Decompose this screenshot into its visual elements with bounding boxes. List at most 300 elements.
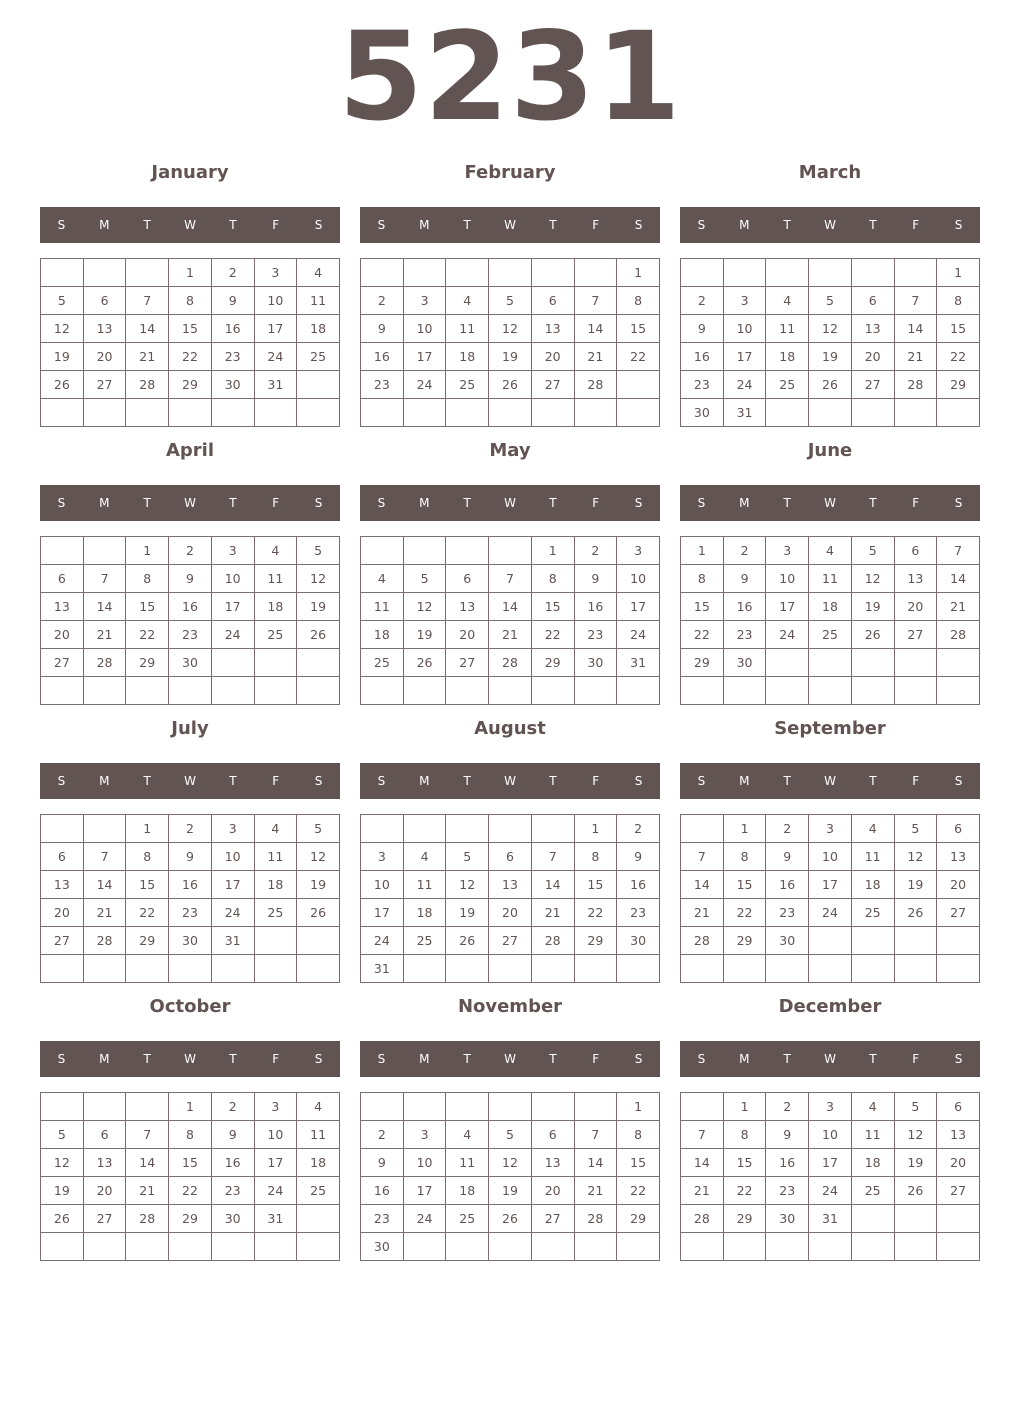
day-cell: 27 <box>937 1177 980 1205</box>
day-cell <box>41 677 84 705</box>
weekday-label: W <box>504 496 516 510</box>
week-row <box>41 1093 340 1121</box>
day-cell: 1 <box>617 259 660 287</box>
day-cell: 28 <box>126 1205 169 1233</box>
day-cell: 6 <box>41 565 84 593</box>
day-cell: 10 <box>617 565 660 593</box>
day-cell: 3 <box>766 537 809 565</box>
day-cell: 14 <box>574 315 617 343</box>
day-cell <box>361 259 404 287</box>
day-grid <box>360 258 660 427</box>
weekday-label: M <box>99 1052 110 1066</box>
day-cell <box>254 927 297 955</box>
day-cell: 28 <box>83 927 126 955</box>
weekday-label: T <box>549 1052 557 1066</box>
day-cell: 31 <box>617 649 660 677</box>
week-row <box>361 593 660 621</box>
day-cell: 9 <box>617 843 660 871</box>
weekday-label: T <box>229 496 237 510</box>
weekday-label: S <box>634 218 643 232</box>
week-row <box>361 677 660 705</box>
day-grid <box>40 258 340 427</box>
day-cell <box>489 955 532 983</box>
day-cell <box>41 955 84 983</box>
day-cell: 22 <box>531 621 574 649</box>
day-cell: 6 <box>851 287 894 315</box>
day-cell <box>446 399 489 427</box>
day-cell: 18 <box>446 343 489 371</box>
day-cell <box>403 1093 446 1121</box>
day-cell: 27 <box>83 1205 126 1233</box>
weekday-label: F <box>592 218 600 232</box>
day-cell: 21 <box>126 1177 169 1205</box>
weekday-label: T <box>143 496 151 510</box>
day-cell: 28 <box>681 1205 724 1233</box>
weekday-label: T <box>869 496 877 510</box>
day-cell: 15 <box>126 593 169 621</box>
day-cell <box>617 371 660 399</box>
day-cell: 22 <box>169 343 212 371</box>
day-cell: 4 <box>766 287 809 315</box>
week-row <box>681 315 980 343</box>
week-row <box>41 677 340 705</box>
day-cell: 4 <box>297 259 340 287</box>
day-cell: 14 <box>681 871 724 899</box>
day-cell: 13 <box>83 1149 126 1177</box>
day-cell: 15 <box>617 1149 660 1177</box>
day-cell: 15 <box>169 1149 212 1177</box>
weekday-label: S <box>377 1052 386 1066</box>
day-cell <box>809 927 852 955</box>
day-cell: 18 <box>297 315 340 343</box>
day-cell: 20 <box>446 621 489 649</box>
day-cell <box>83 399 126 427</box>
day-cell <box>403 399 446 427</box>
day-cell: 3 <box>809 1093 852 1121</box>
weekday-label: F <box>912 774 920 788</box>
week-row <box>41 843 340 871</box>
day-cell: 23 <box>617 899 660 927</box>
day-cell <box>211 955 254 983</box>
day-cell <box>617 955 660 983</box>
day-cell <box>83 955 126 983</box>
day-cell: 14 <box>681 1149 724 1177</box>
day-cell: 7 <box>681 843 724 871</box>
weekday-label: T <box>869 774 877 788</box>
day-cell: 3 <box>403 1121 446 1149</box>
day-cell <box>446 1233 489 1261</box>
day-cell: 3 <box>723 287 766 315</box>
weekday-header <box>680 207 980 243</box>
day-cell: 23 <box>766 1177 809 1205</box>
day-cell: 28 <box>937 621 980 649</box>
weekday-label: T <box>783 496 791 510</box>
day-cell <box>403 815 446 843</box>
day-grid <box>360 536 660 705</box>
month-name: February <box>464 162 556 183</box>
week-row <box>681 593 980 621</box>
day-cell: 9 <box>211 287 254 315</box>
day-cell: 22 <box>617 343 660 371</box>
day-cell: 24 <box>809 899 852 927</box>
day-cell: 8 <box>574 843 617 871</box>
day-grid <box>680 1092 980 1261</box>
day-cell <box>361 1093 404 1121</box>
day-cell <box>894 259 937 287</box>
day-cell <box>446 815 489 843</box>
day-cell: 30 <box>766 927 809 955</box>
day-cell: 24 <box>211 621 254 649</box>
week-row <box>681 1093 980 1121</box>
day-cell: 29 <box>126 649 169 677</box>
day-cell: 6 <box>83 1121 126 1149</box>
day-cell <box>446 259 489 287</box>
day-cell: 21 <box>489 621 532 649</box>
day-cell: 3 <box>211 537 254 565</box>
day-cell: 1 <box>617 1093 660 1121</box>
day-cell: 4 <box>851 1093 894 1121</box>
day-cell <box>531 1093 574 1121</box>
weekday-label: T <box>783 774 791 788</box>
day-cell: 23 <box>723 621 766 649</box>
day-cell: 5 <box>894 815 937 843</box>
day-cell: 6 <box>489 843 532 871</box>
weekday-label: W <box>184 1052 196 1066</box>
day-cell <box>489 815 532 843</box>
day-cell <box>297 399 340 427</box>
day-cell <box>254 677 297 705</box>
day-cell: 29 <box>937 371 980 399</box>
day-cell: 24 <box>403 371 446 399</box>
day-cell: 21 <box>574 343 617 371</box>
weekday-label: M <box>99 218 110 232</box>
day-cell: 7 <box>894 287 937 315</box>
day-cell: 15 <box>723 1149 766 1177</box>
day-cell: 26 <box>489 371 532 399</box>
day-cell: 7 <box>574 1121 617 1149</box>
day-cell: 20 <box>41 621 84 649</box>
day-cell: 22 <box>126 621 169 649</box>
week-row <box>681 677 980 705</box>
day-cell: 28 <box>574 1205 617 1233</box>
day-cell: 8 <box>617 1121 660 1149</box>
day-cell: 6 <box>446 565 489 593</box>
weekday-label: S <box>314 774 323 788</box>
day-cell: 21 <box>894 343 937 371</box>
year-title: 5231 <box>338 6 682 148</box>
day-cell: 29 <box>723 927 766 955</box>
day-cell: 21 <box>681 899 724 927</box>
day-cell: 4 <box>446 287 489 315</box>
day-cell: 22 <box>126 899 169 927</box>
weekday-label: T <box>463 774 471 788</box>
day-cell: 3 <box>403 287 446 315</box>
week-row <box>361 343 660 371</box>
week-row <box>41 1205 340 1233</box>
day-cell: 19 <box>41 343 84 371</box>
day-cell: 27 <box>531 371 574 399</box>
day-cell: 26 <box>41 371 84 399</box>
day-cell: 3 <box>617 537 660 565</box>
day-cell: 14 <box>83 593 126 621</box>
day-cell: 8 <box>169 287 212 315</box>
day-cell: 22 <box>574 899 617 927</box>
day-cell <box>297 1233 340 1261</box>
week-row <box>361 899 660 927</box>
day-cell: 14 <box>83 871 126 899</box>
day-cell: 18 <box>254 593 297 621</box>
day-cell <box>851 677 894 705</box>
day-cell: 19 <box>809 343 852 371</box>
day-cell: 8 <box>126 565 169 593</box>
day-cell: 22 <box>617 1177 660 1205</box>
weekday-header <box>680 1041 980 1077</box>
day-cell: 25 <box>403 927 446 955</box>
day-cell: 5 <box>851 537 894 565</box>
day-cell <box>169 955 212 983</box>
day-cell: 9 <box>574 565 617 593</box>
weekday-label: T <box>143 774 151 788</box>
weekday-label: M <box>739 774 750 788</box>
month-name: May <box>489 440 531 461</box>
day-grid <box>680 814 980 983</box>
weekday-label: W <box>824 774 836 788</box>
week-row <box>681 343 980 371</box>
day-cell: 16 <box>574 593 617 621</box>
day-grid <box>680 536 980 705</box>
week-row <box>41 593 340 621</box>
day-cell <box>766 399 809 427</box>
day-cell: 11 <box>851 1121 894 1149</box>
month-name: November <box>457 996 563 1017</box>
week-row <box>361 955 660 983</box>
day-cell: 27 <box>446 649 489 677</box>
week-row <box>41 1149 340 1177</box>
day-cell <box>937 649 980 677</box>
weekday-label: S <box>314 496 323 510</box>
day-cell: 28 <box>531 927 574 955</box>
day-cell: 9 <box>169 843 212 871</box>
day-cell: 27 <box>531 1205 574 1233</box>
week-row <box>41 1233 340 1261</box>
weekday-label: T <box>549 218 557 232</box>
day-cell: 6 <box>41 843 84 871</box>
week-row <box>681 871 980 899</box>
week-row <box>361 565 660 593</box>
week-row <box>41 371 340 399</box>
day-cell: 9 <box>723 565 766 593</box>
week-row <box>681 259 980 287</box>
day-cell <box>681 677 724 705</box>
day-cell <box>851 399 894 427</box>
weekday-label: S <box>57 774 66 788</box>
day-cell <box>723 955 766 983</box>
day-cell <box>809 399 852 427</box>
day-cell <box>126 955 169 983</box>
day-cell <box>126 1233 169 1261</box>
day-cell: 30 <box>361 1233 404 1261</box>
day-cell: 5 <box>41 1121 84 1149</box>
day-cell: 9 <box>169 565 212 593</box>
day-cell <box>531 677 574 705</box>
day-cell: 4 <box>446 1121 489 1149</box>
week-row <box>41 537 340 565</box>
day-cell <box>766 649 809 677</box>
day-cell <box>937 1233 980 1261</box>
day-cell <box>489 537 532 565</box>
day-cell: 28 <box>489 649 532 677</box>
day-cell: 23 <box>169 621 212 649</box>
day-cell: 28 <box>681 927 724 955</box>
day-cell: 26 <box>851 621 894 649</box>
day-cell: 3 <box>211 815 254 843</box>
day-cell: 12 <box>851 565 894 593</box>
weekday-label: S <box>377 218 386 232</box>
day-cell: 7 <box>83 565 126 593</box>
day-cell: 13 <box>894 565 937 593</box>
day-cell: 10 <box>723 315 766 343</box>
weekday-label: M <box>419 218 430 232</box>
weekday-label: W <box>184 774 196 788</box>
day-cell: 24 <box>254 343 297 371</box>
day-cell: 29 <box>681 649 724 677</box>
day-cell: 5 <box>403 565 446 593</box>
day-cell: 4 <box>361 565 404 593</box>
day-cell: 25 <box>297 343 340 371</box>
day-cell: 10 <box>403 315 446 343</box>
week-row <box>361 843 660 871</box>
day-cell: 29 <box>126 927 169 955</box>
day-cell: 24 <box>809 1177 852 1205</box>
weekday-label: T <box>869 218 877 232</box>
weekday-label: S <box>634 774 643 788</box>
week-row <box>361 315 660 343</box>
day-cell: 5 <box>894 1093 937 1121</box>
weekday-label: F <box>272 774 280 788</box>
day-cell: 6 <box>531 287 574 315</box>
weekday-label: T <box>463 496 471 510</box>
weekday-label: F <box>912 218 920 232</box>
weekday-label: S <box>57 1052 66 1066</box>
week-row <box>681 621 980 649</box>
weekday-label: F <box>592 774 600 788</box>
day-cell: 17 <box>723 343 766 371</box>
week-row <box>41 1177 340 1205</box>
day-cell: 17 <box>617 593 660 621</box>
day-grid <box>40 1092 340 1261</box>
day-cell: 12 <box>41 315 84 343</box>
day-cell: 19 <box>489 343 532 371</box>
day-cell <box>361 537 404 565</box>
day-cell <box>489 677 532 705</box>
week-row <box>361 1177 660 1205</box>
day-cell: 23 <box>169 899 212 927</box>
weekday-label: S <box>634 1052 643 1066</box>
weekday-header <box>40 485 340 521</box>
weekday-label: S <box>634 496 643 510</box>
day-cell <box>809 1233 852 1261</box>
day-cell: 22 <box>723 1177 766 1205</box>
day-cell: 20 <box>851 343 894 371</box>
week-row <box>41 565 340 593</box>
day-cell: 25 <box>446 371 489 399</box>
week-row <box>361 537 660 565</box>
day-cell: 30 <box>617 927 660 955</box>
day-cell: 29 <box>169 371 212 399</box>
week-row <box>361 1233 660 1261</box>
day-cell <box>41 815 84 843</box>
week-row <box>681 565 980 593</box>
week-row <box>361 1149 660 1177</box>
weekday-label: S <box>57 218 66 232</box>
day-cell <box>766 677 809 705</box>
day-cell: 9 <box>681 315 724 343</box>
day-cell: 29 <box>574 927 617 955</box>
week-row <box>361 371 660 399</box>
day-cell: 25 <box>297 1177 340 1205</box>
day-cell <box>489 259 532 287</box>
day-cell: 10 <box>254 287 297 315</box>
day-cell <box>574 259 617 287</box>
weekday-label: S <box>697 1052 706 1066</box>
day-cell: 31 <box>254 1205 297 1233</box>
day-cell: 18 <box>297 1149 340 1177</box>
day-cell: 21 <box>83 621 126 649</box>
day-cell <box>723 259 766 287</box>
weekday-label: T <box>783 1052 791 1066</box>
day-cell: 29 <box>531 649 574 677</box>
day-cell: 18 <box>361 621 404 649</box>
day-cell <box>297 1205 340 1233</box>
day-cell: 17 <box>211 871 254 899</box>
day-cell <box>681 259 724 287</box>
day-cell: 12 <box>403 593 446 621</box>
day-cell <box>446 537 489 565</box>
day-cell <box>617 1233 660 1261</box>
day-cell <box>809 649 852 677</box>
day-cell: 6 <box>83 287 126 315</box>
week-row <box>681 1177 980 1205</box>
day-cell: 10 <box>403 1149 446 1177</box>
day-cell: 17 <box>361 899 404 927</box>
day-cell: 13 <box>41 593 84 621</box>
day-cell: 23 <box>211 1177 254 1205</box>
day-cell: 20 <box>489 899 532 927</box>
day-cell: 1 <box>169 259 212 287</box>
weekday-header <box>40 763 340 799</box>
day-cell: 21 <box>681 1177 724 1205</box>
week-row <box>41 1121 340 1149</box>
weekday-header <box>40 1041 340 1077</box>
day-cell: 29 <box>617 1205 660 1233</box>
weekday-label: T <box>869 1052 877 1066</box>
day-cell: 27 <box>41 927 84 955</box>
day-cell: 15 <box>723 871 766 899</box>
day-cell <box>809 955 852 983</box>
day-cell <box>489 1233 532 1261</box>
day-cell: 16 <box>617 871 660 899</box>
day-cell <box>766 955 809 983</box>
day-cell: 25 <box>851 899 894 927</box>
day-cell <box>169 677 212 705</box>
day-cell: 19 <box>403 621 446 649</box>
week-row <box>681 649 980 677</box>
day-cell: 13 <box>489 871 532 899</box>
day-cell: 16 <box>681 343 724 371</box>
weekday-label: S <box>57 496 66 510</box>
day-cell <box>403 955 446 983</box>
day-cell: 9 <box>361 1149 404 1177</box>
